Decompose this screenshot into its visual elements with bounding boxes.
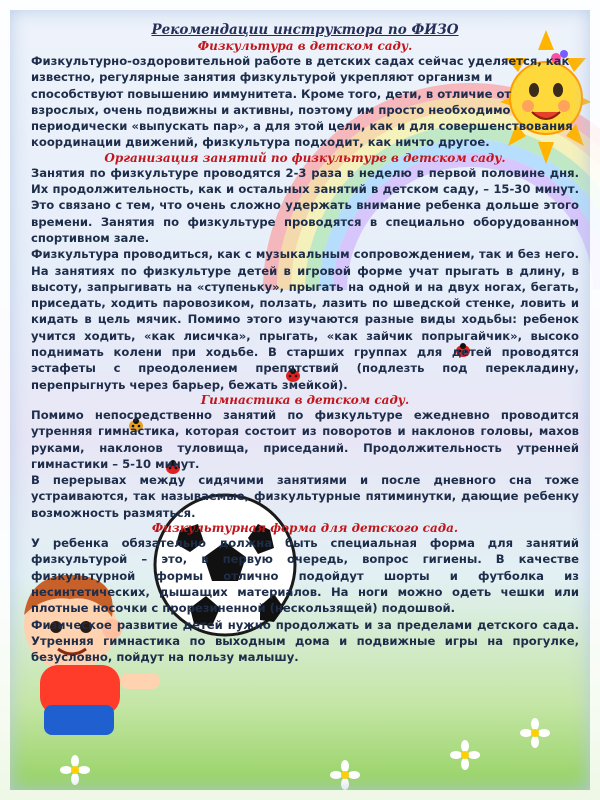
paragraph: У ребенка обязательно должна быть специальная форма для занятий физкультурой – это, в первую очередь, вопрос гигиены. В качестве физкультурной формы отлично подойдут шорты и футболка из несинтетических, дышащих материалов. На ноги можно одеть чешки или плотные носочки с прорезиненной (нескользящей) подошвой. <box>31 536 579 616</box>
paragraph: Физкультурно-оздоровительной работе в детских садах сейчас уделяется, как известно, регулярные занятия физкультурой укрепляют организм и способствуют повышению иммунитета. Кроме того, дети, в отличие от взрослых, очень подвижны и активны, поэтому им просто необходимо периодически «выпускать пар», а для этой цели, как и для совершенствования координации движений, физкультура подходит, как ничто другое. <box>31 54 573 150</box>
daisy-icon <box>520 718 550 748</box>
section-heading: Физкультурная форма для детского сада. <box>151 521 459 536</box>
daisy-icon <box>450 740 480 770</box>
daisy-icon <box>60 755 90 785</box>
paragraph: В перерывах между сидячими занятиями и после дневного сна тоже устраиваются, так называемые, физкультурные пятиминутки, дающие ребенку возможность размяться. <box>31 473 579 520</box>
paragraph: Физкультура проводиться, как с музыкальным сопровождением, так и без него. На занятиях по физкультуре детей в игровой форме учат прыгать в длину, в высоту, запрыгивать на «ступеньку», прыгать на одной и на двух ногах, бегать, приседать, ходить паровозиком, ползать, лазить по шведской стенке, ловить и кидать в цель мячик. Помимо этого изучаются разные виды ходьбы: ребенок учится ходить, «как лисичка», прыгать, «как зайчик попрыгайчик», высоко поднимать колени при ходьбе. В старших группах для детей проводятся эстафеты с преодолением препятствий (подлезть под перекладину, перепрыгнуть через барьер, бежать змейкой). <box>31 247 579 392</box>
paragraph: Помимо непосредственно занятий по физкультуре ежедневно проводится утренняя гимнастика, которая состоит из поворотов и наклонов головы, махов руками, наклонов туловища, приседаний. Продолжительность утренней гимнастики – 5-10 минут. <box>31 407 579 471</box>
section-heading: Организация занятий по физкультуре в детском саду. <box>104 150 506 165</box>
paragraph: Занятия по физкультуре проводятся 2-3 раза в неделю в первой половине дня. Их продолжительность, как и остальных занятий в детском саду, – 15-30 минут. Это связано с тем, что очень сложно удержать внимание ребенка дольше этого времени. Занятия по физкультуре проводятся в специально оборудованном спортивном зале. <box>31 165 579 245</box>
article <box>31 22 579 665</box>
paragraph: Физическое развитие детей нужно продолжать и за пределами детского сада. Утренняя гимнастика по выходным дома и подвижные игры на прогулке, безусловно, пойдут на пользу малышу. <box>31 617 579 665</box>
section-heading: Физкультура в детском саду. <box>197 39 413 53</box>
section-heading: Гимнастика в детском саду. <box>200 392 410 407</box>
daisy-icon <box>330 760 360 790</box>
page-title: Рекомендации инструктора по ФИЗО <box>151 22 459 38</box>
